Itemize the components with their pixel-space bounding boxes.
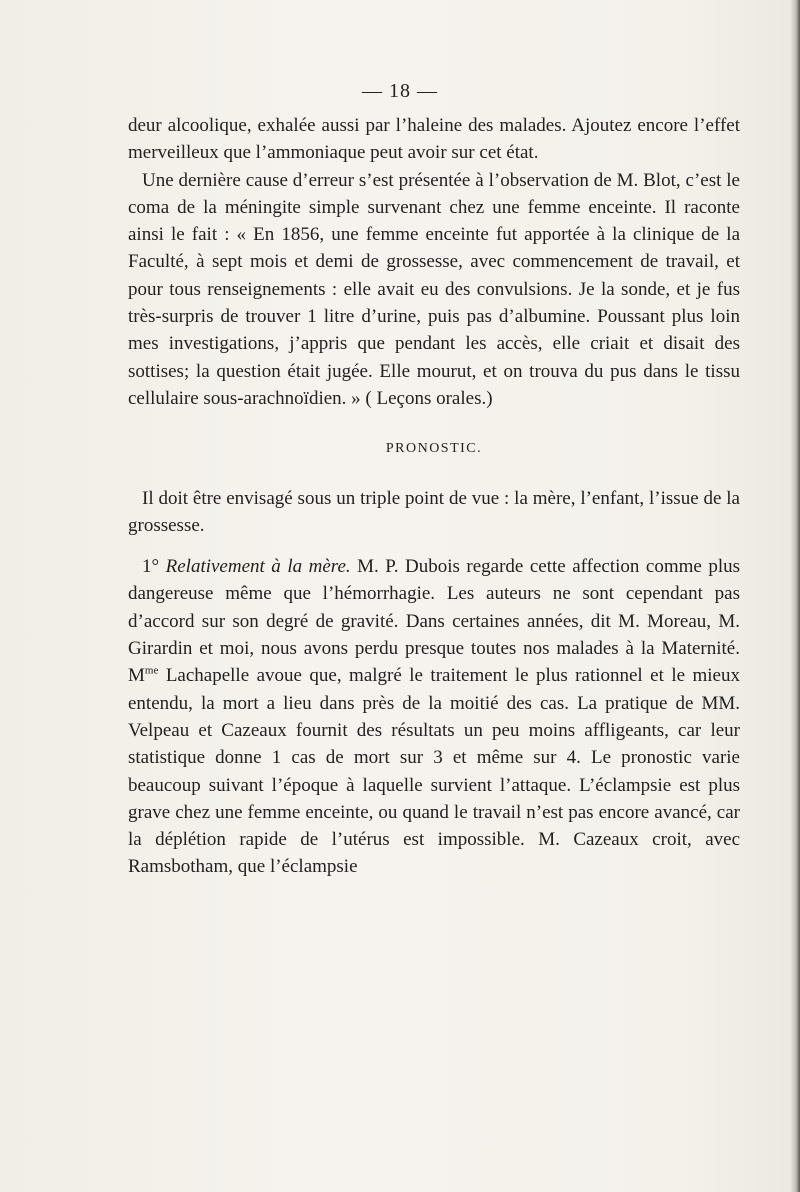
paragraph-4	[128, 553, 740, 881]
paragraph-4-superscript: me	[144, 665, 159, 678]
paragraph-4-italic: Relativement à la mère.	[165, 556, 351, 578]
paragraph-gap	[128, 539, 740, 553]
body-text	[128, 112, 740, 881]
paragraph-2: Une dernière cause d’erreur s’est présentée à l’observation de M. Blot, c’est le coma de la méningite simple survenant chez une femme enceinte. Il raconte ainsi le fait : « En 1856, une femme enceinte fut apportée à la clinique de la Faculté, à sept mois et demi de grossesse, avec commencement de travail, et pour tous renseignements : elle avait eu des convulsions. Je la sonde, et je fus très-surpris de trouver 1 litre d’urine, puis pas d’albumine. Poussant plus loin mes investigations, j’appris que pendant les accès, elle criait et disait des sottises; la question était jugée. Elle mourut, et on trouva du pus dans le tissu cellulaire sous-arachnoïdien. » ( Leçons orales.)	[128, 169, 740, 409]
paragraph-4-number: 1°	[142, 556, 160, 578]
section-heading: PRONOSTIC.	[385, 441, 483, 457]
page-edge-shadow	[790, 0, 800, 1192]
paragraph-3: Il doit être envisagé sous un triple point de vue : la mère, l’enfant, l’issue de la grossesse.	[128, 487, 740, 536]
paragraph-4-text-b: Lachapelle avoue que, malgré le traitement le plus rationnel et le mieux entendu, la mort a lieu dans près de la moitié des cas. La pratique de MM. Velpeau et Cazeaux fournit des résultats un peu moins affligeants, car leur statistique donne 1 cas de mort sur 3 et même sur 4. Le pronostic varie beaucoup suivant l’époque à laquelle survient l’attaque. L’éclampsie est plus grave chez une femme enceinte, ou quand le travail n’est pas encore avancé, car la déplétion rapide de l’utérus est impossible. M. Cazeaux croit, avec Ramsbotham, que l’éclampsie	[128, 665, 740, 878]
paragraph-1: deur alcoolique, exhalée aussi par l’haleine des malades. Ajoutez encore l’effet merveilleux que l’ammoniaque peut avoir sur cet état.	[128, 115, 740, 164]
page-number: — 18 —	[362, 80, 438, 102]
paragraph-4-text-a: M. P. Dubois regarde cette affection comme plus dangereuse même que l’hémorrhagie. Les auteurs ne sont cependant pas d’accord sur son degré de gravité. Dans certaines années, dit M. Moreau, M. Girardin et moi, nous avons perdu presque toutes nos malades à la Maternité. M	[128, 556, 741, 687]
